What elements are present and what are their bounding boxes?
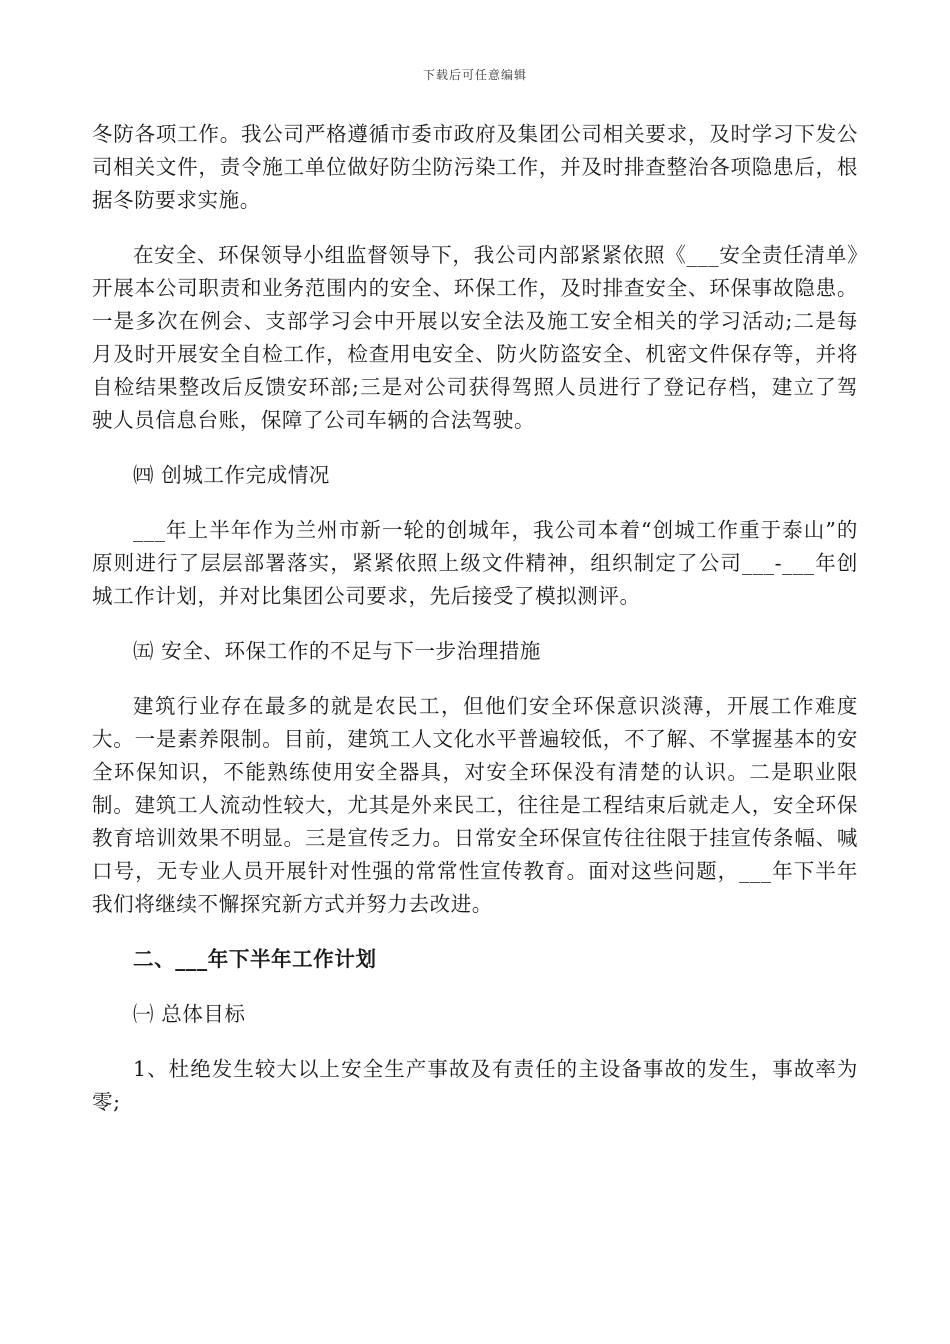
header-note: 下载后可任意编辑	[422, 68, 527, 82]
paragraph-shortcomings: 建筑行业存在最多的就是农民工，但他们安全环保意识淡薄，开展工作难度大。一是素养限制。目前，建筑工人文化水平普遍较低，不了解、不掌握基本的安全环保知识，不能熟练使用安全器具，对安全环保没有清楚的认识。二是职业限制。建筑工人流动性较大，尤其是外来民工，往往是工程结束后就走人，安全环保教育培训效果不明显。三是宣传乏力。日常安全环保宣传往往限于挂宣传条幅、喊口号，无专业人员开展针对性强的常常性宣传教育。面对这些问题，___年下半年我们将继续不懈探究新方式并努力去改进。	[92, 694, 858, 916]
document-body	[92, 118, 858, 1119]
paragraph-goal-item-1: 1、杜绝发生较大以上安全生产事故及有责任的主设备事故的发生，事故率为零;	[92, 1057, 858, 1114]
paragraph-safety-env-work: 在安全、环保领导小组监督领导下，我公司内部紧紧依照《___安全责任清单》开展本公司职责和业务范围内的安全、环保工作，及时排查安全、环保事故隐患。一是多次在例会、支部学习会中开展以安全法及施工安全相关的学习活动;二是每月及时开展安全自检工作，检查用电安全、防火防盗安全、机密文件保存等，并将自检结果整改后反馈安环部;三是对公司获得驾照人员进行了登记存档，建立了驾驶人员信息台账，保障了公司车辆的合法驾驶。	[92, 243, 858, 432]
heading-civilized-city-work: ㈣ 创城工作完成情况	[133, 463, 331, 487]
heading-shortcomings: ㈤ 安全、环保工作的不足与下一步治理措施	[133, 639, 542, 663]
heading-overall-goal: ㈠ 总体目标	[133, 1002, 246, 1026]
paragraph-civilized-city: ___年上半年作为兰州市新一轮的创城年，我公司本着“创城工作重于泰山”的原则进行了层层部署落实，紧紧依照上级文件精神，组织制定了公司___-___年创城工作计划，并对比集团公司要求，先后接受了模拟测评。	[92, 518, 858, 608]
heading-second-half-plan: 二、___年下半年工作计划	[133, 947, 377, 971]
paragraph-winter-prevention: 冬防各项工作。我公司严格遵循市委市政府及集团公司相关要求，及时学习下发公司相关文件，责令施工单位做好防尘防污染工作，并及时排查整治各项隐患后，根据冬防要求实施。	[92, 122, 858, 212]
